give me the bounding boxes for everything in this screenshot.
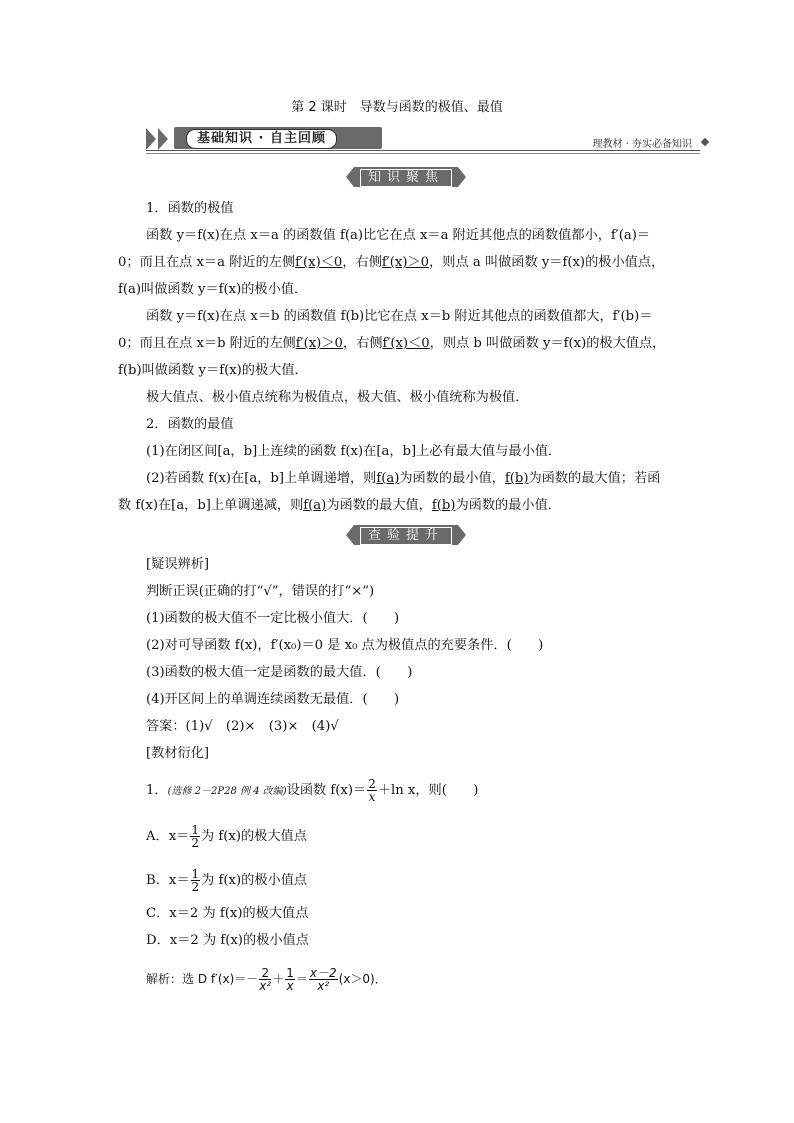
solution: 解析：选 D f′(x)＝－ $\frac{2}{\text{x²}}$ ＋ $\frac{1}{x}$ ＝ $\frac{x-2}{\text{x²}}$ (x＞0)． — [146, 966, 387, 993]
section-label-knowledge — [346, 167, 466, 187]
fraction: $\frac{1}{2}$ — [191, 867, 200, 894]
page-title: 第 2 课时 导数与函数的极值、最值 — [291, 100, 503, 115]
judge-item: (2)对可导函数 f(x)，f′(x₀)＝0 是 x₀ 点为极值点的充要条件．( ) — [146, 638, 544, 653]
banner-side-text: 理教材 · 夯实必备知识 — [592, 139, 692, 150]
answer-underline: f′(x)＜0 — [295, 255, 343, 270]
question-stem: 1．(选修 2－2P28 例 4 改编)设函数 f(x)＝ $\frac{2}{x}$ ＋ln x，则( ) — [146, 777, 479, 804]
answer-underline: f(b) — [504, 471, 529, 486]
tag-error-analysis: [疑误辨析] — [146, 557, 210, 572]
heading-max-min: 2．函数的最值 — [146, 417, 234, 432]
paragraph-line: 函数 y＝f(x)在点 x＝a 的函数值 f(a)比它在点 x＝a 附近其他点的函数值都小，f′(a)＝ — [146, 228, 651, 243]
section-label-text: 知识聚焦 — [360, 169, 452, 187]
heading-extrema: 1．函数的极值 — [146, 201, 234, 216]
banner-rule — [146, 153, 700, 154]
chevron-icon — [146, 128, 156, 150]
instruction: 判断正误(正确的打“√”，错误的打“×”) — [146, 584, 375, 599]
answer-underline: f′(x)＞0 — [381, 255, 430, 270]
paragraph-line: 0；而且在点 x＝a 附近的左侧f′(x)＜0，右侧f′(x)＞0，则点 a 叫做函数 y＝f(x)的极小值点， — [118, 255, 665, 270]
option-d: D．x＝2 为 f(x)的极小值点 — [146, 933, 309, 948]
paragraph-line: 函数 y＝f(x)在点 x＝b 的函数值 f(b)比它在点 x＝b 附近其他点的函数值都大，f′(b)＝ — [146, 309, 653, 324]
fraction: $\frac{2}{\text{x²}}$ — [259, 966, 272, 993]
fraction: $\frac{1}{x}$ — [286, 966, 294, 993]
section-label-text: 查验提升 — [360, 527, 452, 545]
tag-textbook: [教材衍化] — [146, 746, 210, 761]
banner-rule — [146, 150, 700, 151]
option-c: C．x＝2 为 f(x)的极大值点 — [146, 906, 309, 921]
diamond-icon — [701, 138, 709, 146]
answer-underline: f(a) — [303, 498, 327, 513]
answer-underline: f(a) — [376, 471, 400, 486]
chevron-icon — [158, 128, 168, 150]
answer-underline: f′(x)＞0 — [295, 336, 343, 351]
section-banner — [146, 126, 710, 156]
judge-item: (3)函数的极大值一定是函数的最大值．( ) — [146, 665, 413, 680]
fraction: $\frac{1}{2}$ — [191, 823, 199, 850]
fraction: $\frac{2}{x}$ — [368, 777, 376, 804]
paragraph-line: 极大值点、极小值点统称为极值点，极大值、极小值统称为极值． — [146, 390, 529, 405]
question-source: (选修 2－2P28 例 4 改编) — [167, 786, 287, 797]
paragraph-line: 0；而且在点 x＝b 附近的左侧f′(x)＞0，右侧f′(x)＜0，则点 b 叫做函数 y＝f(x)的极大值点， — [118, 336, 666, 351]
paragraph-line: f(a)叫做函数 y＝f(x)的极小值． — [118, 282, 308, 297]
answer: 答案：(1)√ (2)× (3)× (4)√ — [146, 719, 339, 734]
option-b: B．x＝ $\frac{1}{2}$ 为 f(x)的极小值点 — [146, 867, 308, 894]
judge-item: (1)函数的极大值不一定比极小值大．( ) — [146, 611, 400, 626]
fraction: $\frac{x-2}{\text{x²}}$ — [309, 966, 337, 993]
banner-label: 基础知识 · 自主回顾 — [186, 129, 337, 149]
paragraph-line: (2)若函数 f(x)在[a，b]上单调递增，则f(a)为函数的最小值，f(b)为函数的最大值；若函 — [146, 471, 661, 486]
option-a: A．x＝ $\frac{1}{2}$ 为 f(x)的极大值点 — [146, 823, 307, 850]
answer-underline: f′(x)＜0 — [382, 336, 430, 351]
judge-item: (4)开区间上的单调连续函数无最值．( ) — [146, 692, 400, 707]
section-label-check — [346, 525, 466, 545]
answer-underline: f(b) — [431, 498, 456, 513]
paragraph-line: (1)在闭区间[a，b]上连续的函数 f(x)在[a，b]上必有最大值与最小值． — [146, 444, 562, 459]
paragraph-line: f(b)叫做函数 y＝f(x)的极大值． — [118, 363, 308, 378]
paragraph-line: 数 f(x)在[a，b]上单调递减，则f(a)为函数的最大值，f(b)为函数的最小值． — [118, 498, 561, 513]
